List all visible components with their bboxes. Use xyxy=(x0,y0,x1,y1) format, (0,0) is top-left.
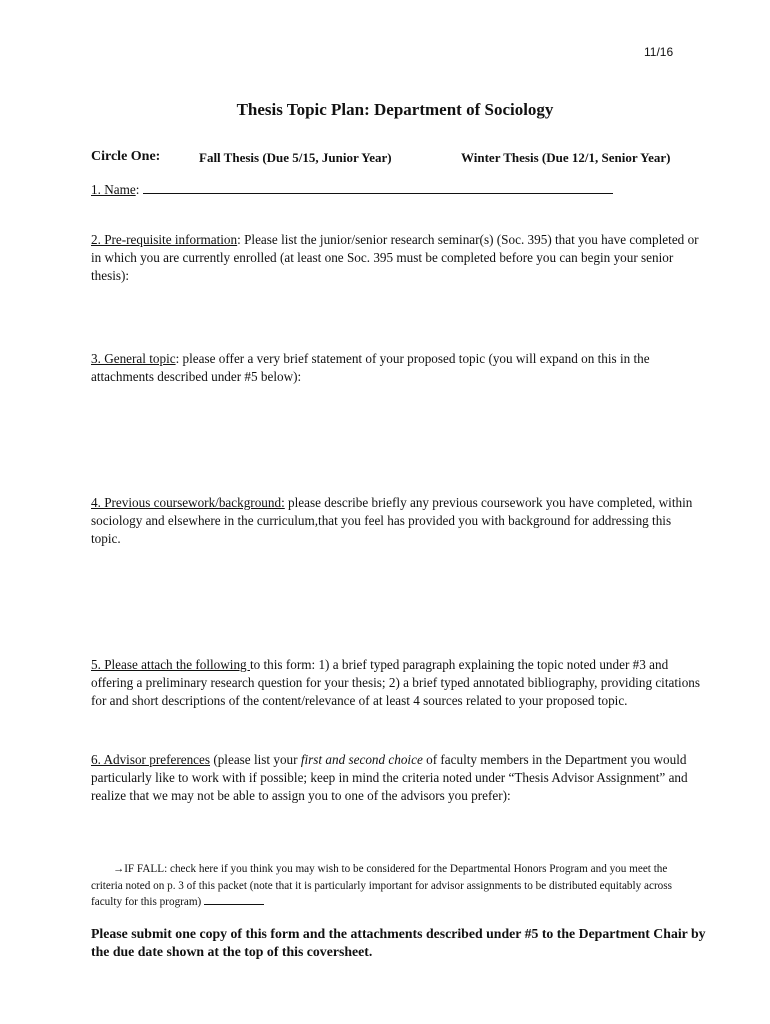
honors-checkbox-line[interactable] xyxy=(204,894,264,905)
advisor-text-b: of faculty members in the Department you would particularly like to work with if possible; keep in mind the criteria noted under “Thesis Advisor Assignment” and realize that we may not be able to assign you to one of the advisors you prefer): xyxy=(91,752,688,803)
advisor-text-a: (please list your xyxy=(210,752,301,767)
submission-instructions: Please submit one copy of this form and the attachments described under #5 to the Department Chair by the due date shown at the top of this coversheet. xyxy=(91,926,706,959)
name-label: 1. Name xyxy=(91,182,136,197)
attachments-question xyxy=(91,656,701,710)
advisor-emphasis: first and second choice xyxy=(300,752,423,767)
document-title: Thesis Topic Plan: Department of Sociology xyxy=(236,100,554,119)
advisor-question xyxy=(91,751,701,805)
attachments-heading: 5. Please attach the following xyxy=(91,657,250,672)
prerequisite-question xyxy=(91,231,701,285)
coursework-heading: 4. Previous coursework/background: xyxy=(91,495,285,510)
arrow-icon: → xyxy=(113,863,125,875)
winter-thesis-option[interactable]: Winter Thesis (Due 12/1, Senior Year) xyxy=(461,150,671,165)
prerequisite-heading: 2. Pre-requisite information xyxy=(91,232,238,247)
name-field[interactable] xyxy=(143,181,613,194)
advisor-heading: 6. Advisor preferences xyxy=(91,752,211,767)
prerequisite-text: : Please list the junior/senior research seminar(s) (Soc. 395) that you have completed or in which you are currently enrolled (at least one Soc. 395 must be completed before you can begin your senior thesis): xyxy=(91,232,699,283)
honors-text: IF FALL: check here if you think you may wish to be considered for the Departmental Honors Program and you meet the criteria noted on p. 3 of this packet (note that it is particularly important for advisor assignments to be distributed equitably across faculty for this program) xyxy=(91,863,672,908)
general-topic-heading: 3. General topic xyxy=(91,351,176,366)
name-question xyxy=(91,181,701,199)
attachments-text: to this form: 1) a brief typed paragraph explaining the topic noted under #3 and offering a preliminary research question for your thesis; 2) a brief typed annotated bibliography, providing citations for and short descriptions of the content/relevance of at least 4 sources related to your proposed topic. xyxy=(91,657,701,708)
fall-thesis-option[interactable]: Fall Thesis (Due 5/15, Junior Year) xyxy=(199,150,392,165)
page-number: 11/16 xyxy=(644,45,674,59)
coursework-text: please describe briefly any previous coursework you have completed, within sociology and elsewhere in the curriculum,that you feel has provided you with background for addressing this topic. xyxy=(91,495,693,546)
circle-one-label: Circle One: xyxy=(91,149,161,164)
general-topic-question xyxy=(91,350,701,386)
general-topic-text: : please offer a very brief statement of your proposed topic (you will expand on this in the attachments described under #5 below): xyxy=(91,351,650,384)
coursework-question xyxy=(91,494,701,548)
honors-note xyxy=(91,861,701,911)
name-colon: : xyxy=(135,182,140,197)
